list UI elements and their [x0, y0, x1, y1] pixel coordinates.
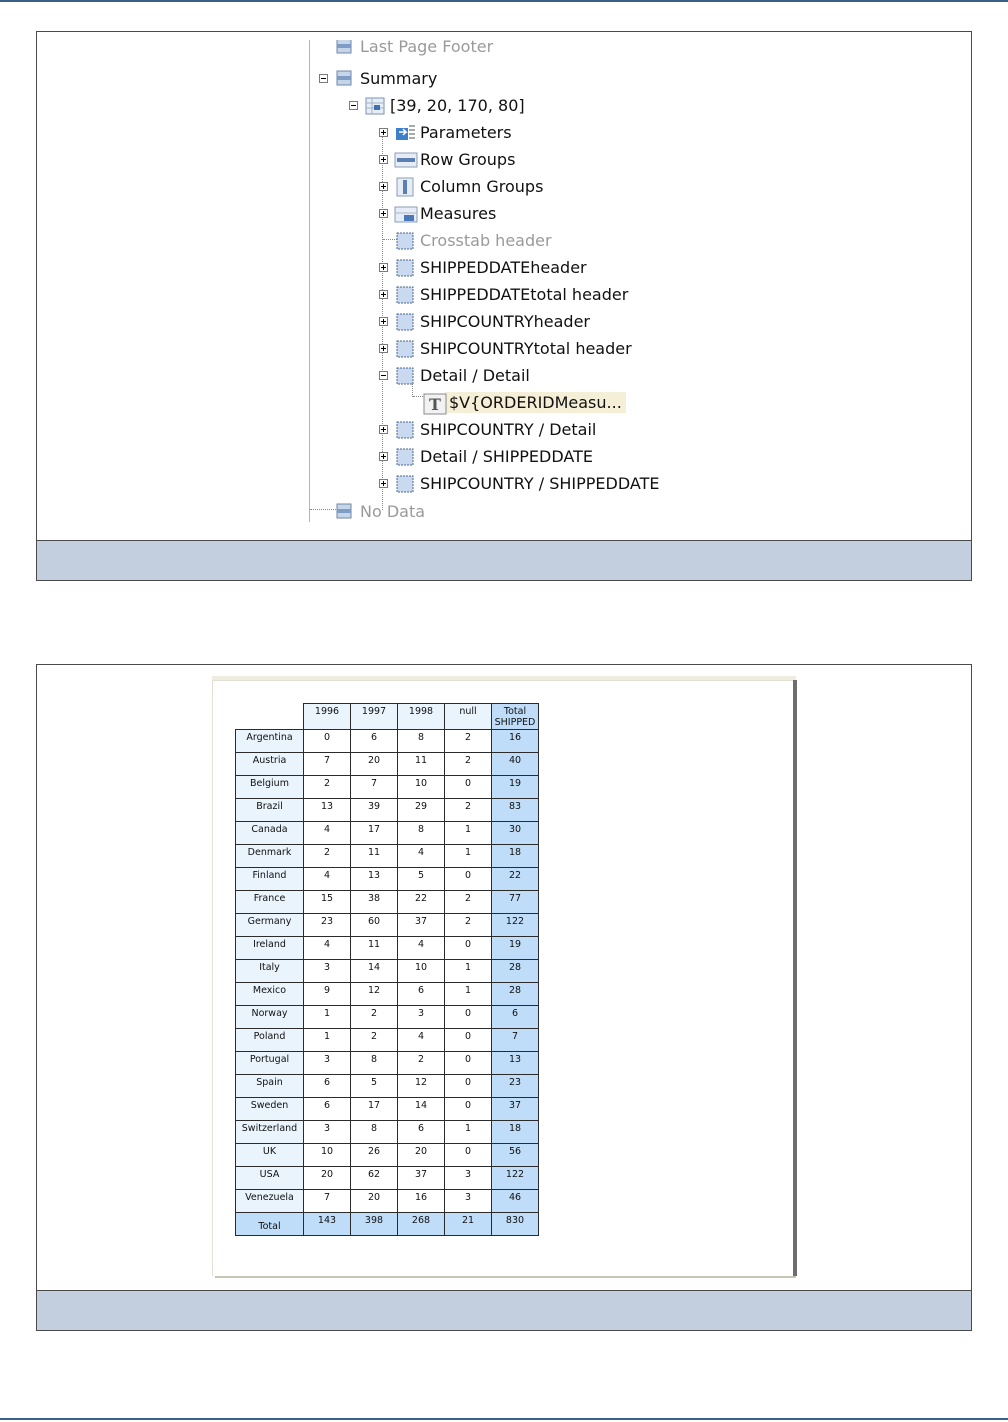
expand-icon[interactable]	[379, 344, 388, 353]
tree-item-parameters[interactable]	[379, 120, 512, 144]
crosstab-row	[236, 1098, 539, 1121]
crosstab-icon	[364, 96, 384, 114]
tree-guide-line	[309, 40, 310, 522]
expand-icon[interactable]	[379, 128, 388, 137]
row-total-cell: 30	[492, 822, 539, 845]
measure-cell: 1	[304, 1006, 351, 1029]
measure-cell: 6	[304, 1098, 351, 1121]
measure-cell: 26	[351, 1144, 398, 1167]
row-groups-icon	[394, 150, 414, 168]
measure-cell: 2	[445, 799, 492, 822]
tree-item-label: Detail / Detail	[420, 365, 530, 385]
tree-item-shipcountry-header[interactable]	[379, 309, 590, 333]
figure-caption-bar	[37, 540, 971, 580]
cell-icon	[394, 231, 414, 249]
crosstab-header-row	[236, 704, 539, 730]
cell-icon	[394, 447, 414, 465]
measure-cell: 20	[398, 1144, 445, 1167]
report-page	[212, 680, 793, 1276]
row-total-cell: 19	[492, 776, 539, 799]
measure-cell: 2	[304, 845, 351, 868]
measure-cell: 4	[398, 937, 445, 960]
measure-cell: 37	[398, 914, 445, 937]
text-field-icon	[423, 393, 443, 414]
top-rule	[0, 0, 1008, 2]
measure-cell: 4	[304, 822, 351, 845]
measure-cell: 37	[398, 1167, 445, 1190]
crosstab-row	[236, 776, 539, 799]
row-header-country: Canada	[236, 822, 304, 845]
measure-cell: 0	[304, 730, 351, 753]
tree-item-label: No Data	[360, 501, 426, 521]
tree-item-shippeddate-total-header[interactable]	[379, 282, 628, 306]
measure-cell: 10	[398, 960, 445, 983]
collapse-icon[interactable]	[379, 371, 388, 380]
measure-cell: 16	[398, 1190, 445, 1213]
total-cell: 398	[351, 1213, 398, 1236]
measure-cell: 2	[445, 891, 492, 914]
measure-cell: 1	[445, 983, 492, 1006]
expand-icon[interactable]	[379, 182, 388, 191]
expand-icon[interactable]	[379, 479, 388, 488]
measure-cell: 12	[351, 983, 398, 1006]
row-header-country: Brazil	[236, 799, 304, 822]
row-total-cell: 16	[492, 730, 539, 753]
row-total-cell: 37	[492, 1098, 539, 1121]
measure-cell: 11	[351, 937, 398, 960]
tree-item-text-field[interactable]	[423, 390, 626, 414]
measure-cell: 20	[351, 1190, 398, 1213]
total-row-label: Total	[236, 1213, 304, 1236]
measure-cell: 7	[351, 776, 398, 799]
crosstab-row	[236, 960, 539, 983]
measure-cell: 2	[445, 753, 492, 776]
crosstab-row	[236, 845, 539, 868]
measure-cell: 2	[398, 1052, 445, 1075]
row-total-cell: 40	[492, 753, 539, 776]
crosstab-row	[236, 753, 539, 776]
tree-item-label: SHIPCOUNTRY / SHIPPEDDATE	[420, 473, 660, 493]
measure-cell: 0	[445, 937, 492, 960]
tree-item-label: SHIPCOUNTRY / Detail	[420, 419, 597, 439]
row-header-country: Austria	[236, 753, 304, 776]
measure-cell: 3	[445, 1190, 492, 1213]
measures-icon	[394, 204, 414, 222]
column-header: 1997	[351, 704, 398, 730]
tree-item-detail-detail[interactable]	[379, 363, 530, 387]
measure-cell: 15	[304, 891, 351, 914]
row-total-cell: 19	[492, 937, 539, 960]
measure-cell: 1	[445, 845, 492, 868]
expand-icon[interactable]	[379, 317, 388, 326]
tree-item-detail-shippeddate[interactable]	[379, 444, 593, 468]
crosstab-row	[236, 1052, 539, 1075]
row-header-country: Switzerland	[236, 1121, 304, 1144]
cell-icon	[394, 312, 414, 330]
tree-item-crosstab[interactable]	[349, 93, 525, 117]
measure-cell: 2	[351, 1006, 398, 1029]
crosstab-row	[236, 1075, 539, 1098]
cell-icon	[394, 339, 414, 357]
measure-cell: 2	[445, 730, 492, 753]
crosstab-row	[236, 730, 539, 753]
tree-item-last-page-footer[interactable]	[319, 40, 493, 58]
measure-cell: 3	[304, 1052, 351, 1075]
parameters-icon	[394, 123, 414, 141]
measure-cell: 1	[445, 960, 492, 983]
expand-icon[interactable]	[379, 452, 388, 461]
cell-icon	[394, 285, 414, 303]
cell-icon	[394, 258, 414, 276]
row-header-country: Belgium	[236, 776, 304, 799]
measure-cell: 5	[351, 1075, 398, 1098]
row-total-cell: 28	[492, 983, 539, 1006]
measure-cell: 8	[398, 730, 445, 753]
tree-item-label: Measures	[420, 203, 497, 223]
measure-cell: 4	[398, 1029, 445, 1052]
outline-tree	[309, 40, 729, 530]
row-total-cell: 6	[492, 1006, 539, 1029]
tree-item-label: $V{ORDERIDMeasu...	[445, 392, 626, 413]
expand-icon[interactable]	[379, 263, 388, 272]
measure-cell: 0	[445, 776, 492, 799]
row-total-cell: 46	[492, 1190, 539, 1213]
tree-item-label: Summary	[360, 68, 438, 88]
measure-cell: 0	[445, 868, 492, 891]
tree-item-no-data[interactable]	[319, 499, 425, 523]
row-header-country: France	[236, 891, 304, 914]
row-header-country: Norway	[236, 1006, 304, 1029]
measure-cell: 1	[445, 1121, 492, 1144]
row-total-cell: 122	[492, 914, 539, 937]
measure-cell: 29	[398, 799, 445, 822]
row-total-cell: 18	[492, 1121, 539, 1144]
row-total-cell: 122	[492, 1167, 539, 1190]
measure-cell: 0	[445, 1098, 492, 1121]
tree-item-label: Detail / SHIPPEDDATE	[420, 446, 593, 466]
measure-cell: 8	[351, 1052, 398, 1075]
measure-cell: 0	[445, 1144, 492, 1167]
tree-item-label: Last Page Footer	[360, 40, 494, 56]
svg-text:T: T	[429, 395, 441, 414]
row-header-country: Venezuela	[236, 1190, 304, 1213]
row-header-country: USA	[236, 1167, 304, 1190]
crosstab-row	[236, 891, 539, 914]
column-groups-icon	[394, 177, 414, 195]
crosstab-row	[236, 1121, 539, 1144]
figure-crosstab-preview	[36, 664, 972, 1331]
crosstab-row	[236, 1144, 539, 1167]
row-total-cell: 56	[492, 1144, 539, 1167]
crosstab-corner	[236, 704, 304, 730]
tree-item-shippeddate-header[interactable]	[379, 255, 587, 279]
row-total-cell: 18	[492, 845, 539, 868]
crosstab-row	[236, 799, 539, 822]
measure-cell: 8	[398, 822, 445, 845]
tree-item-label: [39, 20, 170, 80]	[390, 95, 525, 115]
row-header-country: Poland	[236, 1029, 304, 1052]
tree-item-label: SHIPCOUNTRYheader	[420, 311, 591, 331]
row-header-country: Germany	[236, 914, 304, 937]
measure-cell: 2	[304, 776, 351, 799]
measure-cell: 9	[304, 983, 351, 1006]
row-total-cell: 13	[492, 1052, 539, 1075]
expand-icon[interactable]	[379, 290, 388, 299]
tree-item-summary[interactable]	[319, 66, 437, 90]
measure-cell: 17	[351, 1098, 398, 1121]
row-header-country: Finland	[236, 868, 304, 891]
cell-icon	[394, 474, 414, 492]
expand-icon[interactable]	[379, 155, 388, 164]
crosstab-table	[235, 703, 539, 1236]
row-header-country: Mexico	[236, 983, 304, 1006]
measure-cell: 6	[398, 983, 445, 1006]
column-header-total: Total SHIPPED	[492, 704, 539, 730]
measure-cell: 0	[445, 1029, 492, 1052]
tree-item-crosstab-header[interactable]	[379, 228, 552, 252]
crosstab-row	[236, 1006, 539, 1029]
measure-cell: 2	[445, 914, 492, 937]
bottom-rule	[0, 1418, 1008, 1420]
measure-cell: 4	[304, 937, 351, 960]
total-cell: 143	[304, 1213, 351, 1236]
measure-cell: 10	[304, 1144, 351, 1167]
measure-cell: 17	[351, 822, 398, 845]
measure-cell: 11	[351, 845, 398, 868]
tree-item-label: Column Groups	[420, 176, 544, 196]
expand-icon[interactable]	[379, 425, 388, 434]
expand-icon[interactable]	[379, 209, 388, 218]
cell-icon	[394, 366, 414, 384]
measure-cell: 23	[304, 914, 351, 937]
measure-cell: 7	[304, 753, 351, 776]
figure-outline-tree	[36, 31, 972, 581]
crosstab-row	[236, 1190, 539, 1213]
measure-cell: 1	[304, 1029, 351, 1052]
measure-cell: 3	[304, 1121, 351, 1144]
crosstab-row	[236, 1167, 539, 1190]
total-cell: 830	[492, 1213, 539, 1236]
column-header: 1998	[398, 704, 445, 730]
measure-cell: 3	[304, 960, 351, 983]
tree-item-row-groups[interactable]	[379, 147, 515, 171]
measure-cell: 14	[398, 1098, 445, 1121]
measure-cell: 0	[445, 1006, 492, 1029]
collapse-icon[interactable]	[349, 101, 358, 110]
row-header-country: Spain	[236, 1075, 304, 1098]
crosstab-row	[236, 822, 539, 845]
tree-item-shipcountry-shippeddate[interactable]	[379, 471, 659, 495]
measure-cell: 7	[304, 1190, 351, 1213]
measure-cell: 6	[304, 1075, 351, 1098]
row-total-cell: 23	[492, 1075, 539, 1098]
row-header-country: Portugal	[236, 1052, 304, 1075]
tree-item-label: Parameters	[420, 122, 512, 142]
column-header: 1996	[304, 704, 351, 730]
measure-cell: 60	[351, 914, 398, 937]
crosstab-row	[236, 1029, 539, 1052]
measure-cell: 2	[351, 1029, 398, 1052]
measure-cell: 0	[445, 1075, 492, 1098]
tree-item-label: SHIPCOUNTRYtotal header	[420, 338, 632, 358]
figure-caption-bar	[37, 1290, 971, 1330]
measure-cell: 4	[304, 868, 351, 891]
row-total-cell: 7	[492, 1029, 539, 1052]
tree-item-shipcountry-detail[interactable]	[379, 417, 596, 441]
tree-item-label: SHIPPEDDATEtotal header	[420, 284, 629, 304]
crosstab-row	[236, 983, 539, 1006]
tree-item-label: Row Groups	[420, 149, 516, 169]
measure-cell: 6	[398, 1121, 445, 1144]
crosstab-row	[236, 937, 539, 960]
band-icon	[334, 40, 354, 55]
tree-item-label: Crosstab header	[420, 230, 552, 250]
measure-cell: 4	[398, 845, 445, 868]
measure-cell: 5	[398, 868, 445, 891]
row-header-country: UK	[236, 1144, 304, 1167]
row-header-country: Denmark	[236, 845, 304, 868]
measure-cell: 11	[398, 753, 445, 776]
measure-cell: 3	[398, 1006, 445, 1029]
measure-cell: 39	[351, 799, 398, 822]
row-header-country: Sweden	[236, 1098, 304, 1121]
measure-cell: 10	[398, 776, 445, 799]
band-icon	[334, 502, 354, 520]
measure-cell: 3	[445, 1167, 492, 1190]
row-header-country: Ireland	[236, 937, 304, 960]
measure-cell: 20	[304, 1167, 351, 1190]
measure-cell: 13	[351, 868, 398, 891]
measure-cell: 1	[445, 822, 492, 845]
measure-cell: 6	[351, 730, 398, 753]
collapse-icon[interactable]	[319, 74, 328, 83]
tree-item-measures[interactable]	[379, 201, 496, 225]
tree-item-label: SHIPPEDDATEheader	[420, 257, 587, 277]
column-header: null	[445, 704, 492, 730]
total-cell: 21	[445, 1213, 492, 1236]
total-cell: 268	[398, 1213, 445, 1236]
band-icon	[334, 69, 354, 87]
row-total-cell: 28	[492, 960, 539, 983]
crosstab-row	[236, 914, 539, 937]
row-header-country: Italy	[236, 960, 304, 983]
row-header-country: Argentina	[236, 730, 304, 753]
tree-item-shipcountry-total-header[interactable]	[379, 336, 632, 360]
measure-cell: 22	[398, 891, 445, 914]
measure-cell: 13	[304, 799, 351, 822]
measure-cell: 0	[445, 1052, 492, 1075]
measure-cell: 8	[351, 1121, 398, 1144]
measure-cell: 20	[351, 753, 398, 776]
tree-item-column-groups[interactable]	[379, 174, 543, 198]
measure-cell: 38	[351, 891, 398, 914]
row-total-cell: 77	[492, 891, 539, 914]
row-total-cell: 83	[492, 799, 539, 822]
cell-icon	[394, 420, 414, 438]
row-total-cell: 22	[492, 868, 539, 891]
measure-cell: 14	[351, 960, 398, 983]
crosstab-total-row	[236, 1213, 539, 1236]
crosstab-row	[236, 868, 539, 891]
measure-cell: 12	[398, 1075, 445, 1098]
measure-cell: 62	[351, 1167, 398, 1190]
